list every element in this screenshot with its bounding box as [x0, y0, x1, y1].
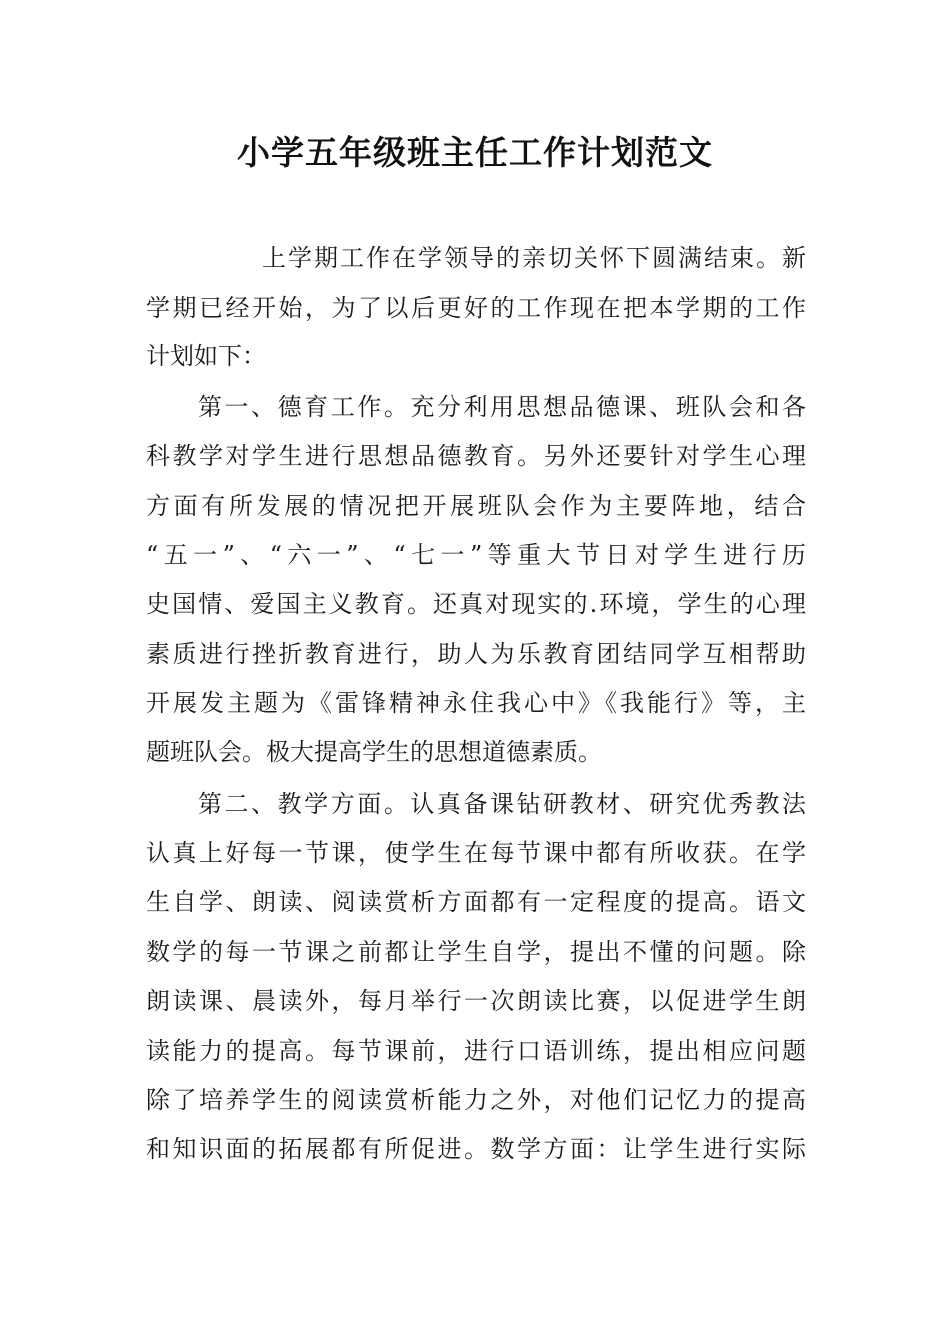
paragraph-line: 生自学、朗读、阅读赏析方面都有一定程度的提高。语文 — [146, 888, 806, 916]
paragraph-line: 计划如下： — [146, 342, 266, 370]
paragraph-line: 科教学对学生进行思想品德教育。另外还要针对学生心理 — [146, 442, 806, 470]
paragraph-line: 第二、教学方面。认真备课钻研教材、研究优秀教法 — [198, 790, 806, 818]
paragraph-line: 数学的每一节课之前都让学生自学，提出不懂的问题。除 — [146, 938, 806, 966]
paragraph-line: 除了培养学生的阅读赏析能力之外，对他们记忆力的提高 — [146, 1086, 806, 1114]
paragraph-line: 素质进行挫折教育进行，助人为乐教育团结同学互相帮助 — [146, 640, 806, 668]
paragraph-line: 方面有所发展的情况把开展班队会作为主要阵地，结合 — [146, 492, 806, 520]
paragraph-line: 开展发主题为《雷锋精神永住我心中》《我能行》等，主 — [146, 689, 806, 717]
paragraph-line: 学期已经开始，为了以后更好的工作现在把本学期的工作 — [146, 294, 806, 322]
paragraph-line: 朗读课、晨读外，每月举行一次朗读比赛，以促进学生朗 — [146, 987, 806, 1015]
paragraph-line: “五一”、“六一”、“七一”等重大节日对学生进行历 — [146, 541, 806, 569]
paragraph-line: 史国情、爱国主义教育。还真对现实的.环境，学生的心理 — [146, 590, 806, 618]
paragraph-line: 读能力的提高。每节课前，进行口语训练，提出相应问题 — [146, 1037, 806, 1065]
paragraph-line: 和知识面的拓展都有所促进。数学方面：让学生进行实际 — [146, 1135, 806, 1163]
paragraph-line: 第一、德育工作。充分利用思想品德课、班队会和各 — [198, 393, 806, 421]
paragraph-line: 认真上好每一节课，使学生在每节课中都有所收获。在学 — [146, 839, 806, 867]
paragraph-line: 上学期工作在学领导的亲切关怀下圆满结束。新 — [262, 244, 806, 272]
paragraph-line: 题班队会。极大提高学生的思想道德素质。 — [146, 738, 602, 766]
document-title: 小学五年级班主任工作计划范文 — [237, 133, 713, 172]
